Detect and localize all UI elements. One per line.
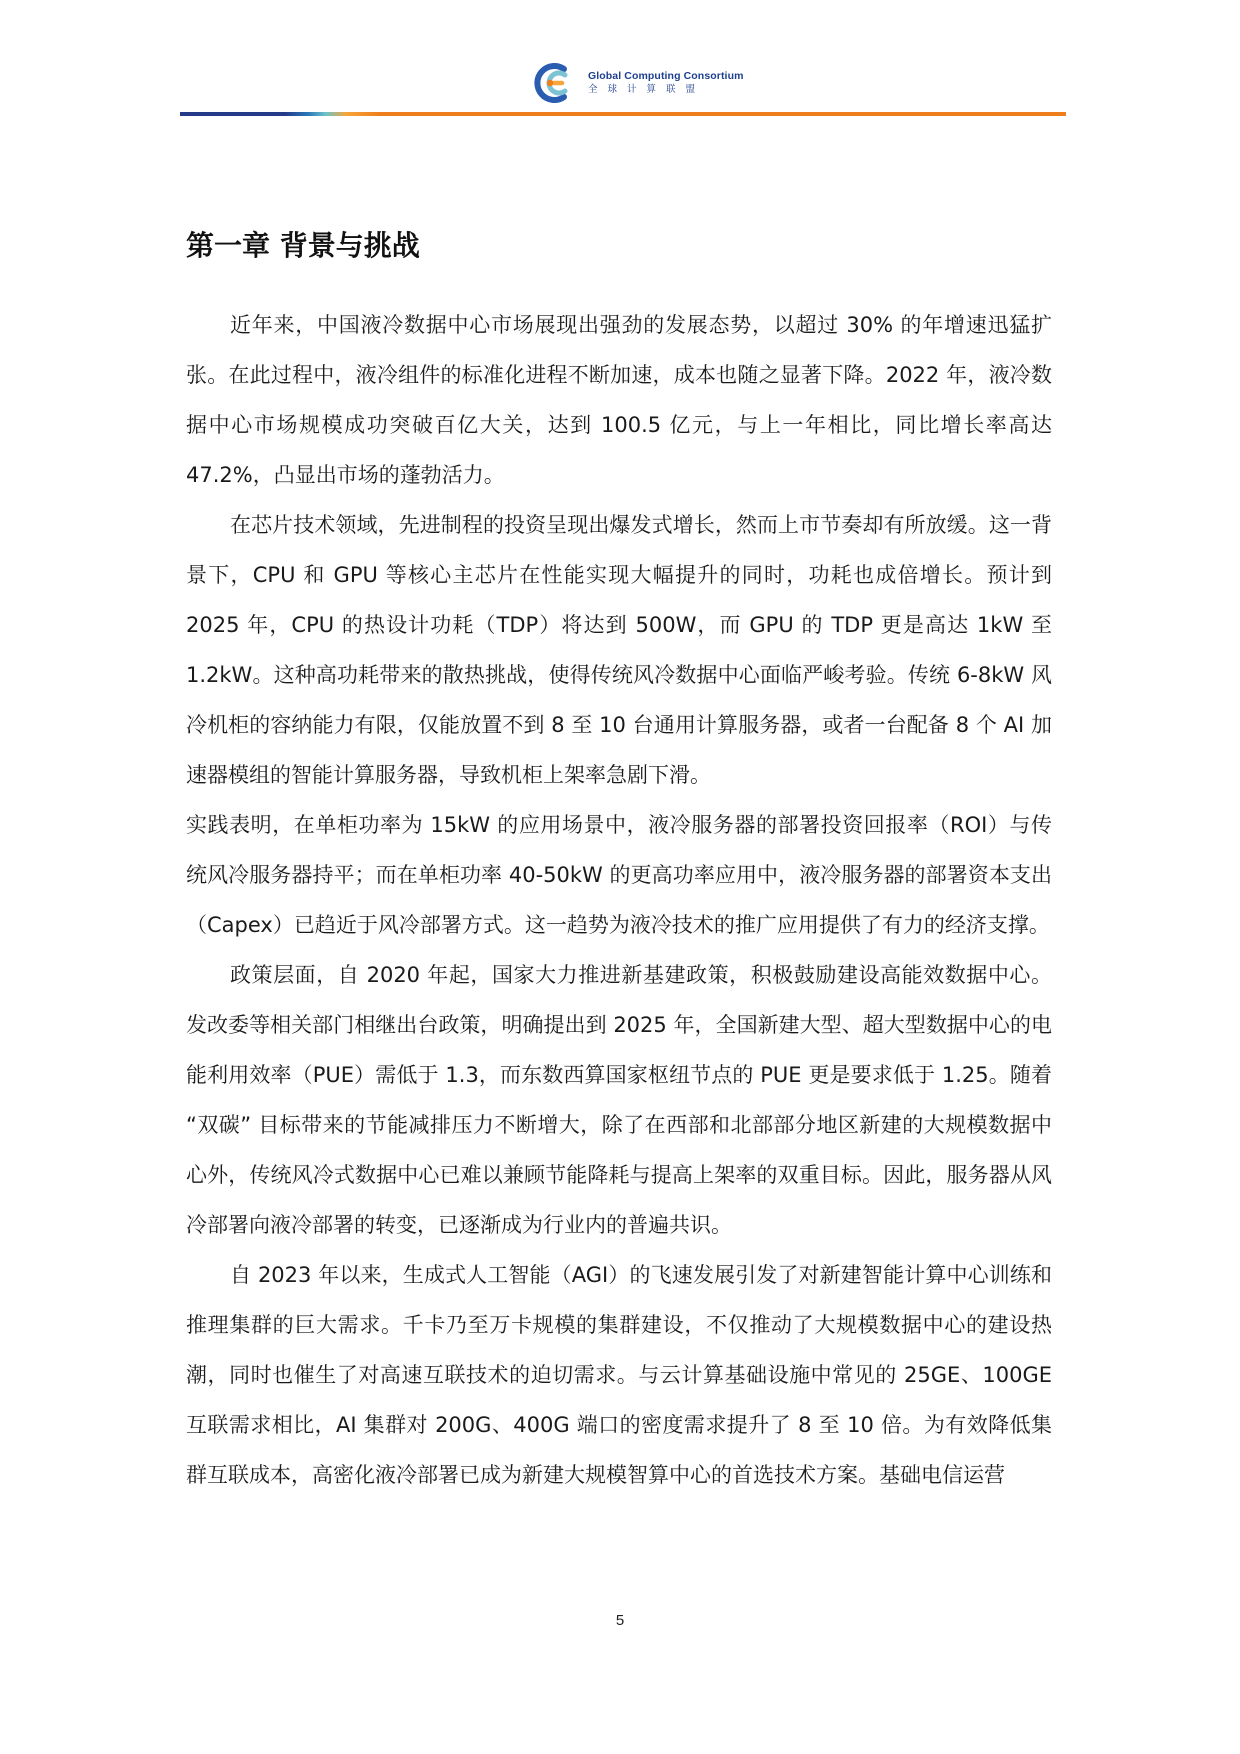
page-header bbox=[0, 0, 1240, 120]
body-text bbox=[186, 300, 1052, 1500]
gcc-logo-icon bbox=[528, 63, 580, 103]
page-number: 5 bbox=[615, 1612, 625, 1629]
paragraph-roi: 实践表明，在单柜功率为 15kW 的应用场景中，液冷服务器的部署投资回报率（ROI）与传统风冷服务器持平；而在单柜功率 40-50kW 的更高功率应用中，液冷服务器的部署资本支出（Capex）已趋近于风冷部署方式。这一趋势为液冷技术的推广应用提供了有力的经济支撑。 bbox=[186, 813, 1052, 937]
logo-text-en: Global Computing Consortium bbox=[588, 70, 744, 82]
logo-text-cn: 全球计算联盟 bbox=[588, 84, 706, 95]
gcc-logo bbox=[528, 63, 744, 103]
paragraph-market: 近年来，中国液冷数据中心市场展现出强劲的发展态势，以超过 30% 的年增速迅猛扩张。在此过程中，液冷组件的标准化进程不断加速，成本也随之显著下降。2022 年，液冷数据中心市场规模成功突破百亿大关，达到 100.5 亿元，与上一年相比，同比增长率高达 47.2%，凸显出市场的蓬勃活力。 bbox=[186, 313, 1052, 487]
chapter-title: 第一章 背景与挑战 bbox=[186, 229, 420, 262]
paragraph-agi: 自 2023 年以来，生成式人工智能（AGI）的飞速发展引发了对新建智能计算中心训练和推理集群的巨大需求。千卡乃至万卡规模的集群建设，不仅推动了大规模数据中心的建设热潮，同时也催生了对高速互联技术的迫切需求。与云计算基础设施中常见的 25GE、100GE 互联需求相比，AI 集群对 200G、400G 端口的密度需求提升了 8 至 10 倍。为有效降低集群互联成本，高密化液冷部署已成为新建大规模智算中心的首选技术方案。基础电信运营 bbox=[186, 1263, 1052, 1487]
paragraph-policy: 政策层面，自 2020 年起，国家大力推进新基建政策，积极鼓励建设高能效数据中心。发改委等相关部门相继出台政策，明确提出到 2025 年，全国新建大型、超大型数据中心的电能利用效率（PUE）需低于 1.3，而东数西算国家枢纽节点的 PUE 更是要求低于 1.25。随着 “双碳” 目标带来的节能减排压力不断增大，除了在西部和北部部分地区新建的大规模数据中心外，传统风冷式数据中心已难以兼顾节能降耗与提高上架率的双重目标。因此，服务器从风冷部署向液冷部署的转变，已逐渐成为行业内的普遍共识。 bbox=[186, 963, 1052, 1237]
paragraph-chip-technology: 在芯片技术领域，先进制程的投资呈现出爆发式增长，然而上市节奏却有所放缓。这一背景下，CPU 和 GPU 等核心主芯片在性能实现大幅提升的同时，功耗也成倍增长。预计到 2025 年，CPU 的热设计功耗（TDP）将达到 500W，而 GPU 的 TDP 更是高达 1kW 至 1.2kW。这种高功耗带来的散热挑战，使得传统风冷数据中心面临严峻考验。传统 6-8kW 风冷机柜的容纳能力有限，仅能放置不到 8 至 10 台通用计算服务器，或者一台配备 8 个 AI 加速器模组的智能计算服务器，导致机柜上架率急剧下滑。 bbox=[186, 513, 1052, 787]
header-divider bbox=[180, 112, 1066, 116]
